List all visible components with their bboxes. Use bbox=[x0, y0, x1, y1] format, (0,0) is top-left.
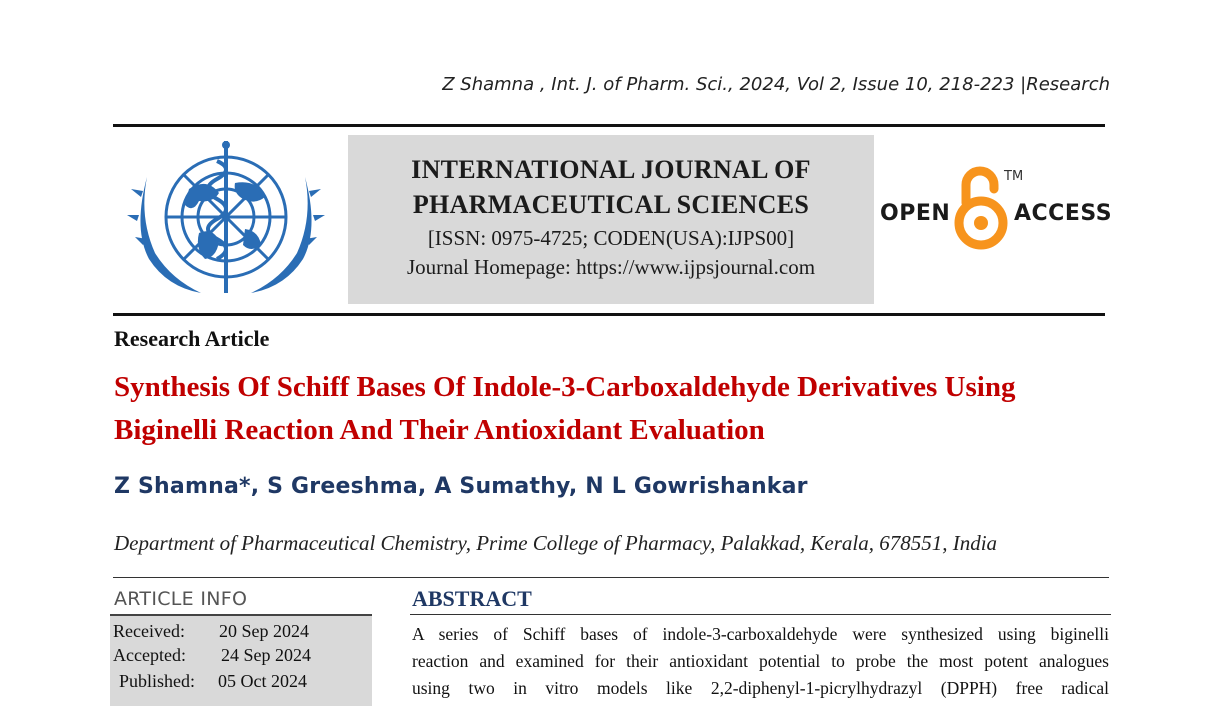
abstract-text bbox=[412, 621, 1109, 702]
author-list: Z Shamna*, S Greeshma, A Sumathy, N L Gowrishankar bbox=[114, 474, 808, 499]
open-access-left: OPEN bbox=[880, 201, 951, 226]
trademark-mark: TM bbox=[1004, 169, 1024, 184]
abstract-line: reaction and examined for their antioxidant potential to probe the most potent analogues bbox=[412, 651, 1109, 671]
journal-header-box bbox=[348, 135, 874, 304]
paper-title: Synthesis Of Schiff Bases Of Indole-3-Carboxaldehyde Derivatives Using Biginelli Reaction And Their Antioxidant Evaluation bbox=[114, 371, 1016, 446]
abstract-rule bbox=[410, 614, 1111, 615]
section-rule bbox=[113, 577, 1109, 578]
journal-emblem-logo bbox=[127, 137, 325, 305]
running-head: Z Shamna , Int. J. of Pharm. Sci., 2024, Vol 2, Issue 10, 218-223 |Research bbox=[442, 74, 1110, 95]
article-info-heading: ARTICLE INFO bbox=[114, 588, 248, 610]
accepted-date: 24 Sep 2024 bbox=[221, 645, 311, 665]
abstract-line: A series of Schiff bases of indole-3-carboxaldehyde were synthesized using biginelli bbox=[412, 624, 1109, 644]
author-affiliation: Department of Pharmaceutical Chemistry, Prime College of Pharmacy, Palakkad, Kerala, 678551, India bbox=[114, 531, 998, 555]
published-date: 05 Oct 2024 bbox=[218, 671, 307, 691]
open-access-lock-icon bbox=[954, 165, 1008, 253]
accepted-label: Accepted: bbox=[113, 645, 186, 665]
header-top-rule bbox=[113, 124, 1105, 127]
header-bottom-rule bbox=[113, 313, 1105, 316]
journal-title-line1: INTERNATIONAL JOURNAL OF bbox=[411, 155, 811, 184]
open-access-right: ACCESS bbox=[1014, 201, 1113, 226]
open-access-logo bbox=[880, 165, 1113, 255]
abstract-line: using two in vitro models like 2,2-diphenyl-1-picrylhydrazyl (DPPH) free radical bbox=[412, 678, 1109, 698]
received-date: 20 Sep 2024 bbox=[219, 621, 309, 641]
published-label: Published: bbox=[119, 671, 196, 691]
journal-homepage-link[interactable]: Journal Homepage: https://www.ijpsjournal.com bbox=[406, 255, 816, 279]
article-type: Research Article bbox=[114, 326, 270, 351]
abstract-heading: ABSTRACT bbox=[412, 586, 532, 611]
journal-title-line2: PHARMACEUTICAL SCIENCES bbox=[412, 190, 810, 219]
received-label: Received: bbox=[113, 621, 185, 641]
article-info-box bbox=[110, 614, 372, 706]
journal-issn: [ISSN: 0975-4725; CODEN(USA):IJPS00] bbox=[427, 226, 795, 250]
journal-title bbox=[348, 152, 874, 222]
